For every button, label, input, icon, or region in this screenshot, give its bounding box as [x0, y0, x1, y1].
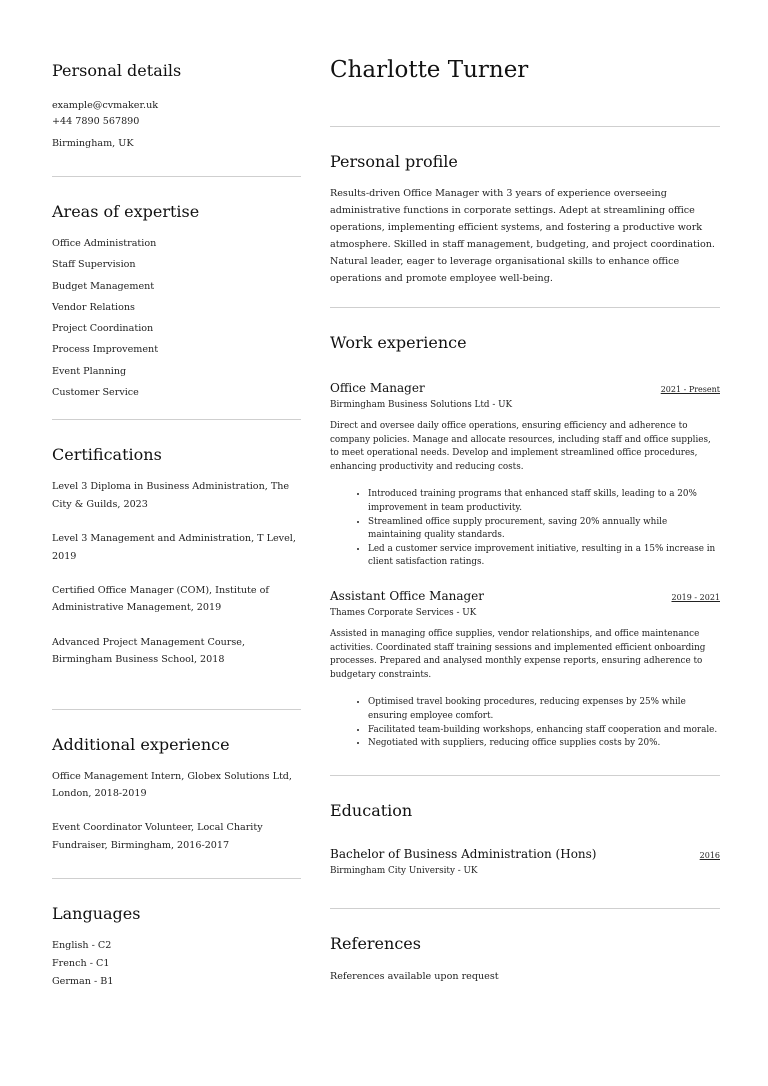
divider: [52, 709, 301, 710]
additional-experience-section: [52, 734, 301, 855]
references-text: References available upon request: [330, 970, 499, 982]
personal-profile-section: [330, 151, 720, 287]
expertise-item: Office Administration: [52, 238, 157, 249]
left-column: [52, 60, 301, 991]
divider: [330, 775, 720, 776]
divider: [330, 126, 720, 127]
job-entry: [330, 588, 720, 751]
divider: [52, 419, 301, 420]
job-description: Assisted in managing office supplies, vendor relationships, and office maintenance activities. Coordinated staff training sessions and implemented efficient onboarding processes. Prepared and analysed monthly expense reports, ensuring adherence to budgetary constraints.: [330, 628, 706, 680]
job-company: Birmingham Business Solutions Ltd - UK: [330, 400, 513, 410]
language-item: French - C1: [52, 958, 110, 970]
job-title: Office Manager: [330, 381, 425, 395]
languages-title: Languages: [52, 904, 141, 924]
certification-item: Advanced Project Management Course, Birmingham Business School, 2018: [52, 636, 246, 666]
job-company: Thames Corporate Services - UK: [330, 607, 477, 618]
achievement-item: • Streamlined office supply procurement, saving 20% annually while maintaining quality standards.: [368, 516, 720, 543]
personal-details-section: [52, 60, 301, 152]
phone: +44 7890 567890: [52, 116, 140, 127]
additional-item: Event Coordinator Volunteer, Local Charity Fundraiser, Birmingham, 2016-2017: [52, 822, 263, 851]
certification-item: Certified Office Manager (COM), Institute of Administrative Management, 2019: [52, 585, 269, 614]
education-entry: [330, 846, 720, 878]
education-section: [330, 800, 720, 878]
job-entry: [330, 380, 720, 570]
expertise-item: Customer Service: [52, 387, 139, 399]
expertise-section: [52, 201, 301, 403]
divider: [52, 878, 301, 879]
profile-text: Results-driven Office Manager with 3 years of experience overseeing administrative functions in corporate settings. Adept at streamlining office operations, implementing efficient systems, and fostering a productive work atmosphere. Skilled in staff management, budgeting, and project coordination. Natural leader, eager to leverage organisational skills to enhance office operations and promote employee well-being.: [330, 188, 715, 284]
degree-title: Bachelor of Business Administration (Hons): [330, 846, 597, 861]
expertise-item: Event Planning: [52, 365, 127, 377]
certification-item: Level 3 Management and Administration, T Level, 2019: [52, 533, 296, 562]
achievement-item: • Facilitated team-building workshops, enhancing staff cooperation and morale.: [368, 724, 720, 738]
certification-item: Level 3 Diploma in Business Administration, The City & Guilds, 2023: [52, 481, 290, 510]
expertise-item: Staff Supervision: [52, 259, 136, 271]
job-date: 2021 - Present: [660, 385, 720, 394]
work-experience-title: Work experience: [330, 333, 467, 352]
job-achievements: [330, 696, 720, 750]
job-description: Direct and oversee daily office operations, ensuring efficiency and adherence to company policies. Manage and allocate resources, including staff and office supplies, to meet operational needs. Develop and implement streamlined office procedures, enhancing productivity and reducing costs.: [330, 421, 711, 472]
additional-experience-title: Additional experience: [52, 734, 230, 754]
references-title: References: [330, 933, 421, 953]
right-column: [330, 54, 720, 985]
job-achievements: [330, 488, 720, 570]
work-experience-section: [330, 332, 720, 751]
divider: [52, 176, 301, 177]
email: example@cvmaker.uk: [52, 100, 159, 111]
expertise-item: Project Coordination: [52, 323, 154, 335]
achievement-item: • Negotiated with suppliers, reducing office supplies costs by 20%.: [368, 737, 720, 751]
job-date: 2019 - 2021: [671, 592, 720, 602]
divider: [330, 908, 720, 909]
achievement-item: • Led a customer service improvement initiative, resulting in a 15% increase in client satisfaction ratings.: [368, 543, 720, 570]
achievement-item: • Introduced training programs that enhanced staff skills, leading to a 20% improvement in team productivity.: [368, 488, 720, 515]
references-section: [330, 933, 720, 985]
additional-item: Office Management Intern, Globex Solutions Ltd, London, 2018-2019: [52, 770, 292, 800]
education-title: Education: [330, 800, 413, 820]
personal-details-title: Personal details: [52, 61, 182, 80]
certifications-title: Certifications: [52, 445, 162, 465]
education-school: Birmingham City University - UK: [330, 865, 478, 876]
languages-section: [52, 903, 301, 991]
expertise-title: Areas of expertise: [52, 202, 200, 221]
expertise-item: Process Improvement: [52, 344, 159, 356]
achievement-item: • Optimised travel booking procedures, reducing expenses by 25% while ensuring employee comfort.: [368, 696, 720, 723]
expertise-item: Budget Management: [52, 280, 155, 292]
candidate-name: Charlotte Turner: [330, 57, 529, 83]
education-date: 2016: [699, 850, 720, 860]
location: Birmingham, UK: [52, 138, 134, 149]
expertise-item: Vendor Relations: [52, 301, 135, 313]
divider: [330, 307, 720, 308]
language-item: English - C2: [52, 940, 112, 952]
job-title: Assistant Office Manager: [330, 588, 485, 603]
language-item: German - B1: [52, 976, 114, 988]
personal-profile-title: Personal profile: [330, 152, 458, 171]
certifications-section: [52, 444, 301, 668]
